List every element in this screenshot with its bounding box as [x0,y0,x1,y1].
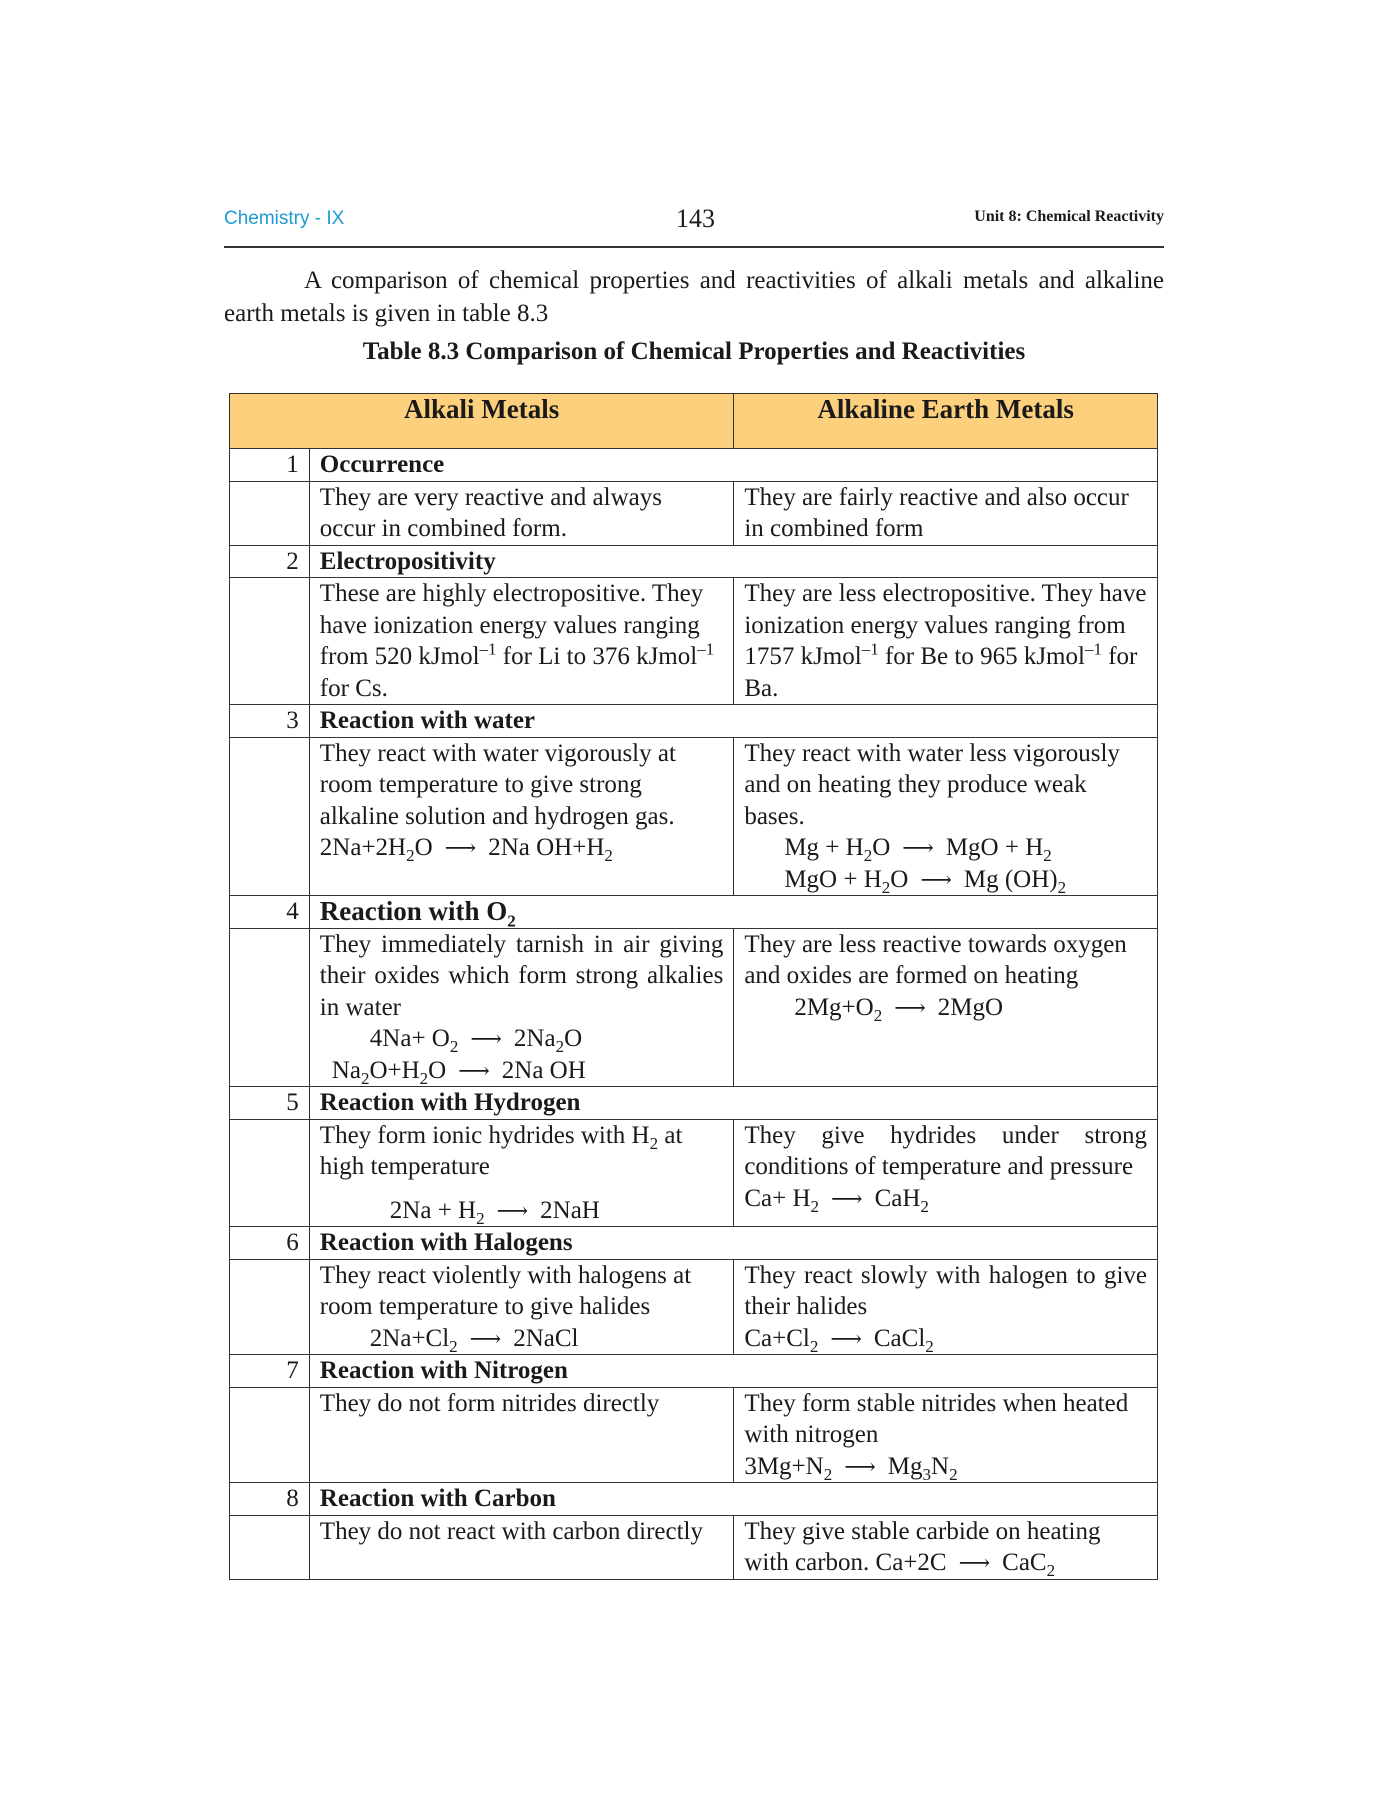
unit-title: Unit 8: Chemical Reactivity [974,208,1164,225]
property-name: Electropositivity [309,545,1157,578]
alkali-cell: They do not react with carbon directly [309,1515,734,1579]
row-number: 7 [230,1355,310,1388]
alkaline-earth-cell: They are less reactive towards oxygen and oxides are formed on heating $2Mg+O_2$ ⟶ 2MgO [734,928,1158,1087]
property-row [230,896,1158,929]
arrow-icon: ⟶ [830,1325,862,1351]
row-number: 5 [230,1087,310,1120]
alkaline-earth-cell: They form stable nitrides when heated with nitrogen $3Mg+N_2$ ⟶ $Mg_3N_2$ [734,1387,1158,1483]
row-number: 1 [230,449,310,482]
column-header-alkali: Alkali Metals [230,394,734,449]
intro-paragraph: A comparison of chemical properties and reactivities of alkali metals and alkaline earth metals is given in table 8.3 [224,267,1164,327]
comparison-row [230,1119,1158,1227]
property-row [230,1355,1158,1388]
alkaline-earth-cell: They react with water less vigorously and on heating they produce weak bases. $Mg + H_2O$ ⟶ MgO + $H_2$ MgO + $H_2O$ ⟶ Mg $(OH)_2$ [734,737,1158,896]
equation: $Na_2O+H_2O$ ⟶ 2Na OH [331,1056,586,1088]
arrow-icon: ⟶ [444,835,477,860]
alkali-cell: They do not form nitrides directly [309,1387,734,1483]
book-title: Chemistry - IX [224,208,345,229]
comparison-row [230,1387,1158,1483]
arrow-icon: ⟶ [469,1325,502,1351]
row-number: 4 [230,896,310,929]
alkaline-earth-cell: They give stable carbide on heating with carbon. Ca+2C ⟶ CaC$_2$ [734,1515,1158,1579]
table-title: Table 8.3 Comparison of Chemical Properties and Reactivities [362,338,1026,365]
property-row [230,1087,1158,1120]
equation: $2Na+2H_2O$ ⟶ 2Na $OH+H_2$ [319,834,613,865]
property-row [230,705,1158,738]
alkaline-earth-cell: They react slowly with halogen to give their halides $Ca+Cl_2$ ⟶ CaCl$_2$ [734,1259,1158,1355]
arrow-icon: ⟶ [902,835,934,860]
arrow-icon: ⟶ [470,1026,502,1051]
equation: $3Mg+N_2$ ⟶ $Mg_3N_2$ [744,1452,958,1484]
row-number: 8 [230,1483,310,1516]
arrow-icon: ⟶ [496,1197,529,1223]
equation: $2Na + H_2$ ⟶ 2NaH [389,1196,600,1228]
table-header-row [230,394,1158,449]
property-name: Reaction with Halogens [309,1227,1157,1260]
alkali-cell: They react with water vigorously at room temperature to give strong alkaline solution and hydrogen gas. $2Na+2H_2O$ ⟶ 2Na $OH+H_2$ [309,737,734,896]
arrow-icon: ⟶ [458,1057,490,1083]
arrow-icon: ⟶ [844,1453,876,1479]
property-name: Reaction with Carbon [309,1483,1157,1516]
alkaline-earth-cell: They give hydrides under strong conditions of temperature and pressure $Ca+ H_2$ ⟶ CaH$_2$ [734,1119,1158,1227]
alkaline-earth-cell: They are less electropositive. They have ionization energy values ranging from 1757 kJmol$^{-1}$ for Be to 965 kJmol$^{-1}$ for Ba. [734,578,1158,705]
equation: $Mg + H_2O$ ⟶ MgO + $H_2$ [784,834,1052,865]
alkali-cell: They react violently with halogens at room temperature to give halides $2Na+Cl_2$ ⟶ 2NaCl [309,1259,734,1355]
alkali-cell: They are very reactive and always occur in combined form. [309,481,734,545]
arrow-icon: ⟶ [958,1550,991,1575]
alkali-cell: They form ionic hydrides with $H_2$ at high temperature $2Na + H_2$ ⟶ 2NaH [309,1119,734,1227]
property-name: Reaction with Hydrogen [309,1087,1157,1120]
alkaline-earth-cell: They are fairly reactive and also occur in combined form [734,481,1158,545]
property-name: Occurrence [309,449,1157,482]
arrow-icon: ⟶ [894,994,926,1020]
row-number: 6 [230,1227,310,1260]
page-header [224,200,1164,248]
property-row [230,1483,1158,1516]
property-name: Reaction with water [309,705,1157,738]
arrow-icon: ⟶ [920,866,952,892]
property-name: Reaction with Nitrogen [309,1355,1157,1388]
equation: $Ca+Cl_2$ ⟶ CaCl$_2$ [744,1324,934,1356]
property-row [230,449,1158,482]
alkali-cell: These are highly electropositive. They have ionization energy values ranging from 520 kJmol$^{-1}$ for Li to 376 kJmol$^{-1}$ for Cs. [309,578,734,705]
comparison-row [230,1259,1158,1355]
comparison-row [230,481,1158,545]
comparison-row [230,737,1158,896]
comparison-row [230,578,1158,705]
comparison-row [230,1515,1158,1579]
property-row [230,1227,1158,1260]
comparison-row [230,928,1158,1087]
comparison-table [229,393,1158,1580]
equation: $2Mg+O_2$ ⟶ 2MgO [794,993,1004,1025]
equation: $Ca+ H_2$ ⟶ CaH$_2$ [744,1184,929,1216]
row-number: 3 [230,705,310,738]
alkali-cell: They immediately tarnish in air giving their oxides which form strong alkalies in water $4Na+ O_2$ ⟶ $2Na_2O$ $Na_2O+H_2O$ ⟶ 2Na OH [309,928,734,1087]
equation: $4Na+ O_2$ ⟶ $2Na_2O$ [369,1025,583,1056]
equation: MgO + $H_2O$ ⟶ Mg $(OH)_2$ [784,865,1067,897]
row-number: 2 [230,545,310,578]
equation: $2Na+Cl_2$ ⟶ 2NaCl [369,1324,579,1356]
column-header-alkaline-earth: Alkaline Earth Metals [734,394,1158,449]
page-number: 143 [676,204,715,233]
equation: Ca+2C ⟶ CaC$_2$ [875,1549,1056,1580]
property-row [230,545,1158,578]
property-name: Reaction with $O_2$ [309,896,1157,929]
arrow-icon: ⟶ [831,1185,863,1211]
